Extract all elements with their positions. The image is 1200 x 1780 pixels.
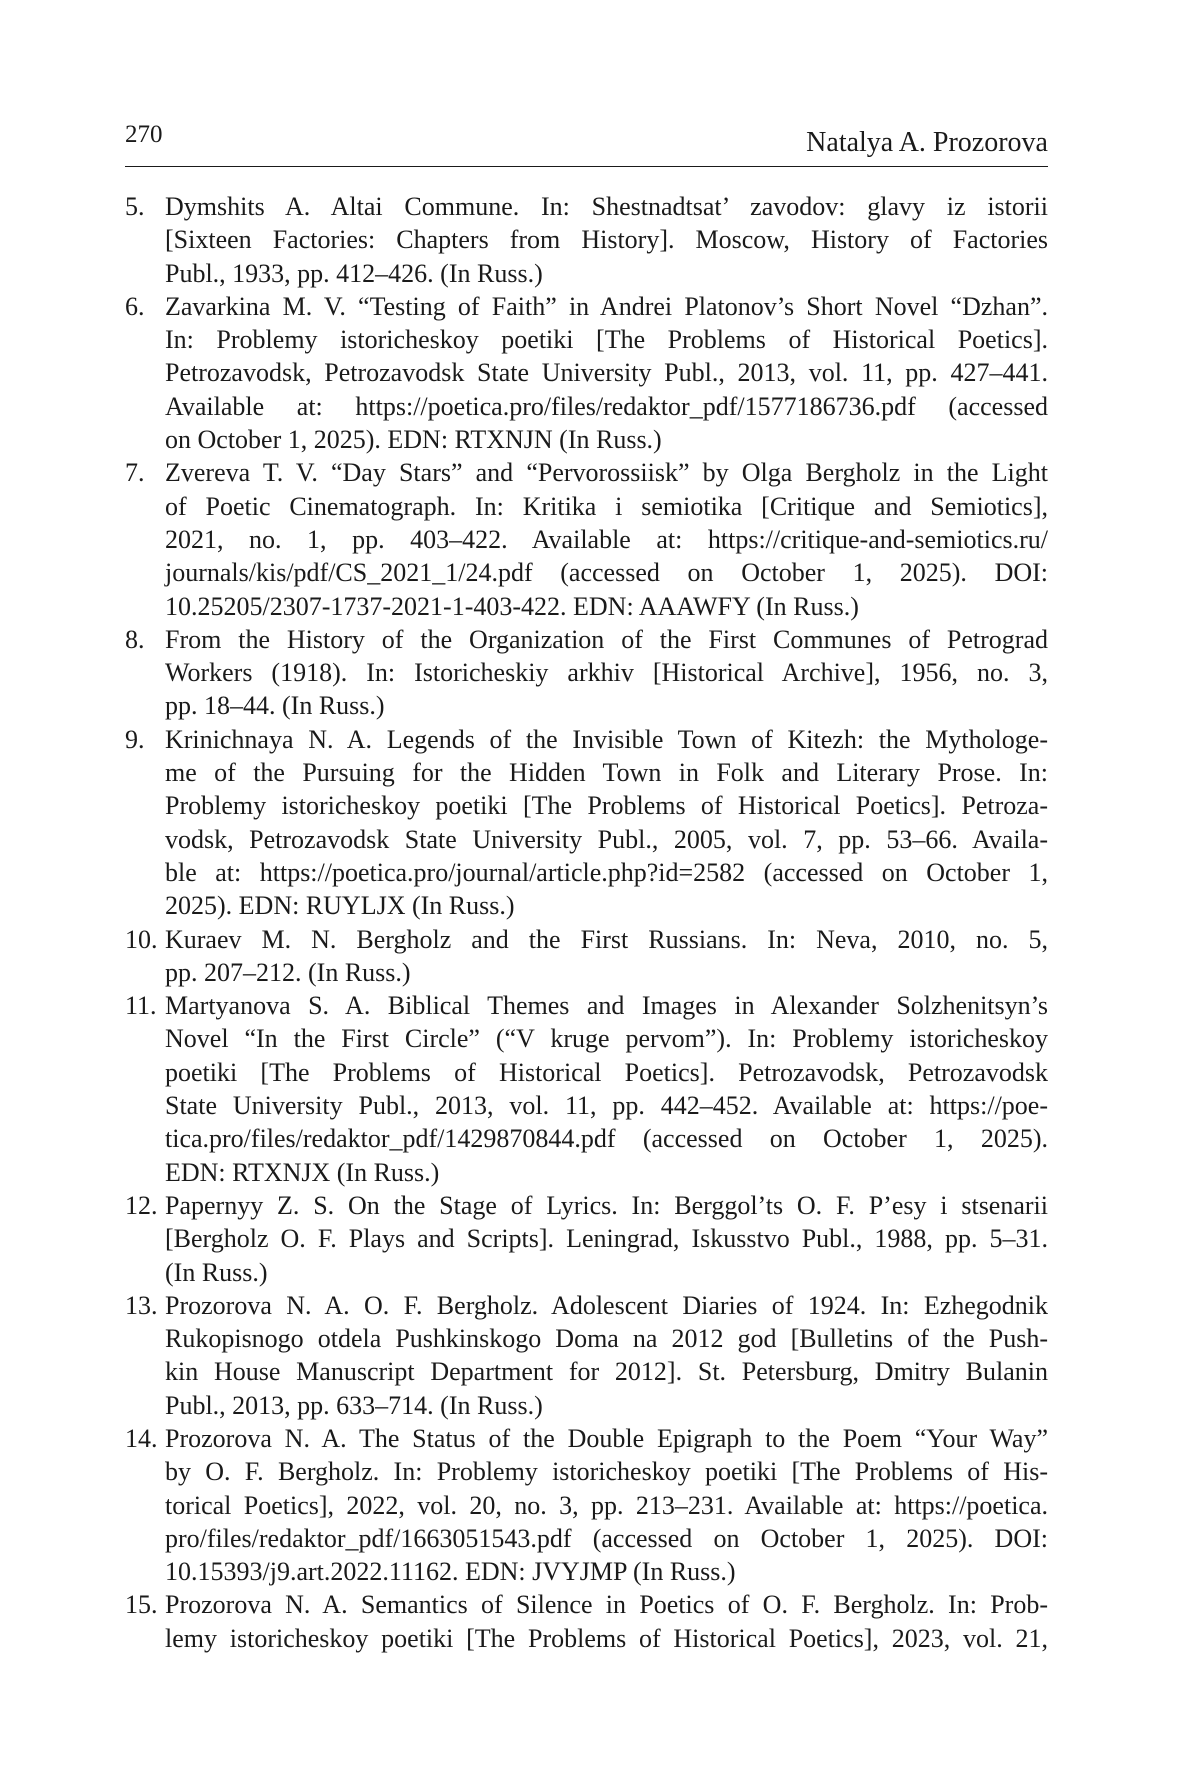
reference-line: lemy istoricheskoy poetiki [The Problems of Historical Poetics], 2023, vol. 21, xyxy=(165,1623,1048,1653)
reference-line: (In Russ.) xyxy=(165,1257,268,1287)
reference-number: 11. xyxy=(125,991,157,1021)
reference-line: Petrozavodsk, Petrozavodsk State University Publ., 2013, vol. 11, pp. 427–441. xyxy=(165,358,1048,388)
reference-line: Prozorova N. A. The Status of the Double Epigraph to the Poem “Your Way” xyxy=(165,1423,1048,1453)
page-number: 270 xyxy=(125,121,163,148)
reference-line: Martyanova S. A. Biblical Themes and Images in Alexander Solzhenitsyn’s xyxy=(165,991,1048,1021)
reference-line: 10.25205/2307-1737-2021-1-403-422. EDN: AAAWFY (In Russ.) xyxy=(165,591,859,621)
reference-line: kin House Manuscript Department for 2012]. St. Petersburg, Dmitry Bulanin xyxy=(165,1357,1048,1387)
reference-number: 14. xyxy=(125,1423,158,1453)
reference-line: Workers (1918). In: Istoricheskiy arkhiv [Historical Archive], 1956, no. 3, xyxy=(165,658,1048,688)
reference-line: on October 1, 2025). EDN: RTXNJN (In Russ.) xyxy=(165,425,662,455)
reference-number: 10. xyxy=(125,924,158,954)
reference-item xyxy=(125,923,1048,990)
reference-line: Papernyy Z. S. On the Stage of Lyrics. In: Berggol’ts O. F. P’esy i stsenarii xyxy=(165,1190,1048,1220)
reference-line: EDN: RTXNJX (In Russ.) xyxy=(165,1157,440,1187)
reference-line: Rukopisnogo otdela Pushkinskogo Doma na 2012 god [Bulletins of the Push- xyxy=(165,1324,1048,1354)
reference-number: 9. xyxy=(125,724,145,754)
reference-item xyxy=(125,723,1048,923)
reference-line: 2021, no. 1, pp. 403–422. Available at: https://critique-and-semiotics.ru/ xyxy=(165,524,1048,554)
reference-line: 2025). EDN: RUYLJX (In Russ.) xyxy=(165,891,515,921)
reference-line: Prozorova N. A. Semantics of Silence in Poetics of O. F. Bergholz. In: Prob- xyxy=(165,1590,1048,1620)
reference-line: vodsk, Petrozavodsk State University Publ., 2005, vol. 7, pp. 53–66. Availa- xyxy=(165,824,1048,854)
reference-number: 15. xyxy=(125,1590,158,1620)
reference-line: pp. 18–44. (In Russ.) xyxy=(165,691,385,721)
reference-item xyxy=(125,989,1048,1189)
reference-item xyxy=(125,1189,1048,1289)
reference-line: [Sixteen Factories: Chapters from History]. Moscow, History of Factories xyxy=(165,225,1048,255)
reference-line: poetiki [The Problems of Historical Poetics]. Petrozavodsk, Petrozavodsk xyxy=(165,1057,1048,1087)
reference-number: 5. xyxy=(125,192,145,221)
reference-number: 6. xyxy=(125,291,145,321)
reference-text xyxy=(165,989,1048,1189)
reference-text xyxy=(165,456,1048,622)
header-rule xyxy=(125,166,1048,167)
reference-list xyxy=(125,190,1048,1655)
reference-text xyxy=(165,190,1048,290)
reference-line: Zavarkina M. V. “Testing of Faith” in Andrei Platonov’s Short Novel “Dzhan”. xyxy=(165,291,1048,321)
reference-item xyxy=(125,1289,1048,1422)
reference-line: In: Problemy istoricheskoy poetiki [The Problems of Historical Poetics]. xyxy=(165,325,1048,355)
reference-line: Available at: https://poetica.pro/files/redaktor_pdf/1577186736.pdf (accessed xyxy=(165,391,1048,421)
reference-line: by O. F. Bergholz. In: Problemy istoricheskoy poetiki [The Problems of His- xyxy=(165,1457,1048,1487)
reference-line: torical Poetics], 2022, vol. 20, no. 3, pp. 213–231. Available at: https://poetica. xyxy=(165,1490,1048,1520)
reference-number: 12. xyxy=(125,1190,158,1220)
reference-line: ble at: https://poetica.pro/journal/article.php?id=2582 (accessed on October 1, xyxy=(165,857,1048,887)
reference-line: me of the Pursuing for the Hidden Town in Folk and Literary Prose. In: xyxy=(165,758,1048,788)
reference-text xyxy=(165,290,1048,456)
reference-line: Problemy istoricheskoy poetiki [The Problems of Historical Poetics]. Petroza- xyxy=(165,791,1048,821)
reference-line: State University Publ., 2013, vol. 11, pp. 442–452. Available at: https://poe- xyxy=(165,1091,1048,1121)
reference-item xyxy=(125,1588,1048,1655)
reference-line: of Poetic Cinematograph. In: Kritika i semiotika [Critique and Semiotics], xyxy=(165,491,1048,521)
reference-item xyxy=(125,290,1048,456)
reference-line: [Bergholz O. F. Plays and Scripts]. Leningrad, Iskusstvo Publ., 1988, pp. 5–31. xyxy=(165,1224,1048,1254)
reference-number: 7. xyxy=(125,458,145,488)
reference-text xyxy=(165,1588,1048,1655)
reference-text xyxy=(165,723,1048,923)
reference-text xyxy=(165,623,1048,723)
reference-line: Publ., 1933, pp. 412–426. (In Russ.) xyxy=(165,258,543,288)
reference-number: 13. xyxy=(125,1290,158,1320)
reference-item xyxy=(125,456,1048,622)
running-head-author: Natalya A. Prozorova xyxy=(806,127,1048,158)
reference-line: tica.pro/files/redaktor_pdf/1429870844.pdf (accessed on October 1, 2025). xyxy=(165,1124,1048,1154)
reference-text xyxy=(165,1189,1048,1289)
reference-text xyxy=(165,923,1048,990)
reference-line: Prozorova N. A. O. F. Bergholz. Adolescent Diaries of 1924. In: Ezhegodnik xyxy=(165,1290,1048,1320)
reference-line: Dymshits A. Altai Commune. In: Shestnadtsat’ zavodov: glavy iz istorii xyxy=(165,192,1048,221)
reference-line: From the History of the Organization of the First Communes of Petrograd xyxy=(165,624,1048,654)
reference-line: Publ., 2013, pp. 633–714. (In Russ.) xyxy=(165,1390,543,1420)
reference-line: Krinichnaya N. A. Legends of the Invisible Town of Kitezh: the Mythologe- xyxy=(165,724,1048,754)
reference-item xyxy=(125,190,1048,290)
reference-line: 10.15393/j9.art.2022.11162. EDN: JVYJMP (In Russ.) xyxy=(165,1557,736,1587)
reference-line: Novel “In the First Circle” (“V kruge pervom”). In: Problemy istoricheskoy xyxy=(165,1024,1048,1054)
reference-line: Kuraev M. N. Bergholz and the First Russians. In: Neva, 2010, no. 5, xyxy=(165,924,1048,954)
reference-line: pp. 207–212. (In Russ.) xyxy=(165,957,411,987)
reference-number: 8. xyxy=(125,624,145,654)
reference-line: Zvereva T. V. “Day Stars” and “Pervorossiisk” by Olga Bergholz in the Light xyxy=(165,458,1048,488)
reference-item xyxy=(125,623,1048,723)
reference-text xyxy=(165,1422,1048,1588)
reference-item xyxy=(125,1422,1048,1588)
reference-line: pro/files/redaktor_pdf/1663051543.pdf (accessed on October 1, 2025). DOI: xyxy=(165,1523,1048,1553)
reference-line: journals/kis/pdf/CS_2021_1/24.pdf (accessed on October 1, 2025). DOI: xyxy=(165,558,1048,588)
reference-text xyxy=(165,1289,1048,1422)
